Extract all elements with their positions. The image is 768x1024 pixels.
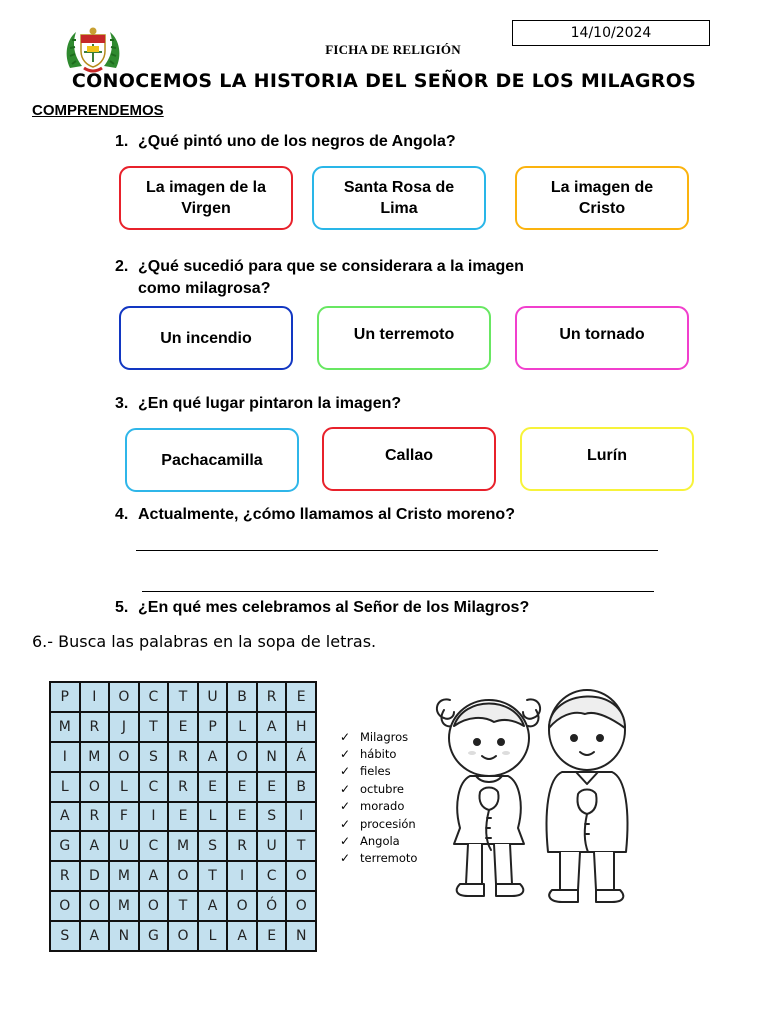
answer-option[interactable] [515, 166, 689, 230]
date-field: 14/10/2024 [512, 20, 710, 46]
section-heading: COMPRENDEMOS [32, 102, 164, 119]
word-list-item [340, 745, 417, 762]
answer-option[interactable] [322, 427, 496, 491]
answer-option[interactable] [317, 306, 491, 370]
word-search-grid [49, 681, 317, 952]
grid-letter-cell[interactable]: C [140, 773, 168, 801]
question-number: 4. [115, 506, 129, 523]
answer-option[interactable] [520, 427, 694, 491]
grid-letter-cell[interactable]: F [110, 803, 138, 831]
question-6: 6.- Busca las palabras en la sopa de letras. [32, 632, 377, 651]
question-3 [115, 393, 401, 415]
question-text: Actualmente, ¿cómo llamamos al Cristo moreno? [138, 506, 515, 523]
question-number: 3. [115, 395, 129, 412]
grid-letter-cell[interactable]: N [258, 743, 286, 771]
grid-letter-cell[interactable]: E [287, 683, 315, 711]
grid-letter-cell[interactable]: B [228, 683, 256, 711]
grid-letter-cell[interactable]: E [199, 773, 227, 801]
grid-letter-cell[interactable]: R [258, 683, 286, 711]
grid-letter-cell[interactable]: U [258, 832, 286, 860]
word-list-item [340, 832, 417, 849]
document-subtitle: FICHA DE RELIGIÓN [325, 42, 461, 57]
answer-option[interactable] [312, 166, 486, 230]
page-title: CONOCEMOS LA HISTORIA DEL SEÑOR DE LOS MILAGROS [71, 70, 697, 92]
grid-letter-cell[interactable]: M [51, 713, 79, 741]
grid-letter-cell[interactable]: C [140, 683, 168, 711]
grid-letter-cell[interactable]: O [81, 892, 109, 920]
grid-letter-cell[interactable]: R [81, 803, 109, 831]
grid-letter-cell[interactable]: J [110, 713, 138, 741]
coat-of-arms-icon [62, 26, 124, 74]
question-text: como milagrosa? [138, 280, 271, 297]
grid-letter-cell[interactable]: O [228, 743, 256, 771]
option-text: Santa Rosa de [343, 179, 455, 196]
question-1 [115, 131, 456, 153]
grid-letter-cell[interactable]: E [258, 922, 286, 950]
grid-letter-cell[interactable]: M [110, 892, 138, 920]
grid-letter-cell[interactable]: G [140, 922, 168, 950]
grid-letter-cell[interactable]: A [258, 713, 286, 741]
word-list-item [340, 763, 417, 780]
word-text: Milagros [360, 729, 409, 744]
word-list-item [340, 728, 417, 745]
grid-letter-cell[interactable]: I [228, 862, 256, 890]
grid-letter-cell[interactable]: T [169, 892, 197, 920]
grid-letter-cell[interactable]: B [287, 773, 315, 801]
grid-letter-cell[interactable]: E [258, 773, 286, 801]
grid-letter-cell[interactable]: Ó [258, 892, 286, 920]
word-text: octubre [360, 781, 405, 796]
grid-letter-cell[interactable]: I [81, 683, 109, 711]
grid-letter-cell[interactable]: M [81, 743, 109, 771]
check-icon: ✓ [340, 799, 351, 814]
check-icon: ✓ [340, 834, 351, 849]
grid-letter-cell[interactable]: O [110, 683, 138, 711]
grid-letter-cell[interactable]: U [110, 832, 138, 860]
question-number: 2. [115, 258, 129, 275]
grid-letter-cell[interactable]: O [81, 773, 109, 801]
grid-letter-cell[interactable]: R [51, 862, 79, 890]
question-text: ¿En qué mes celebramos al Señor de los Milagros? [138, 599, 530, 616]
grid-letter-cell[interactable]: O [228, 892, 256, 920]
grid-letter-cell[interactable]: L [199, 803, 227, 831]
question-4 [115, 504, 515, 526]
grid-letter-cell[interactable]: Á [287, 743, 315, 771]
grid-letter-cell[interactable]: T [169, 683, 197, 711]
grid-letter-cell[interactable]: M [169, 832, 197, 860]
grid-letter-cell[interactable]: T [140, 713, 168, 741]
option-text: Virgen [181, 200, 231, 217]
option-text: Pachacamilla [161, 451, 263, 469]
grid-letter-cell[interactable]: S [140, 743, 168, 771]
grid-letter-cell[interactable]: O [287, 862, 315, 890]
answer-option[interactable] [125, 428, 299, 492]
question-text: ¿En qué lugar pintaron la imagen? [138, 395, 402, 412]
word-text: procesión [360, 816, 416, 831]
check-icon: ✓ [340, 851, 351, 866]
option-text: Un tornado [559, 326, 645, 343]
grid-letter-cell[interactable]: P [51, 683, 79, 711]
grid-letter-cell[interactable]: M [110, 862, 138, 890]
word-text: terremoto [360, 851, 418, 866]
grid-letter-cell[interactable]: S [258, 803, 286, 831]
answer-option[interactable] [119, 166, 293, 230]
option-text: Lima [380, 200, 418, 217]
grid-letter-cell[interactable]: A [199, 743, 227, 771]
grid-letter-cell[interactable]: P [199, 713, 227, 741]
check-icon: ✓ [340, 816, 351, 831]
answer-option[interactable] [515, 306, 689, 370]
grid-letter-cell[interactable]: O [110, 743, 138, 771]
grid-letter-cell[interactable]: E [169, 803, 197, 831]
grid-letter-cell[interactable]: I [287, 803, 315, 831]
grid-letter-cell[interactable]: I [140, 803, 168, 831]
word-list-item [340, 780, 417, 797]
grid-letter-cell[interactable]: T [199, 862, 227, 890]
grid-letter-cell[interactable]: T [287, 832, 315, 860]
question-text: ¿Qué pintó uno de los negros de Angola? [138, 133, 456, 150]
grid-letter-cell[interactable]: I [51, 743, 79, 771]
word-text: hábito [360, 747, 397, 762]
question-2 [115, 256, 524, 300]
grid-letter-cell[interactable]: O [169, 922, 197, 950]
grid-letter-cell[interactable]: L [110, 773, 138, 801]
word-text: fieles [360, 764, 391, 779]
check-icon: ✓ [340, 764, 351, 779]
word-text: morado [360, 799, 405, 814]
grid-letter-cell[interactable]: N [110, 922, 138, 950]
grid-letter-cell[interactable]: S [199, 832, 227, 860]
answer-option[interactable] [119, 306, 293, 370]
grid-letter-cell[interactable]: A [199, 892, 227, 920]
grid-letter-cell[interactable]: U [199, 683, 227, 711]
grid-letter-cell[interactable]: E [228, 773, 256, 801]
word-list-item [340, 798, 417, 815]
grid-letter-cell[interactable]: A [51, 803, 79, 831]
option-text: La imagen de [550, 179, 654, 196]
grid-letter-cell[interactable]: O [140, 892, 168, 920]
grid-letter-cell[interactable]: R [228, 832, 256, 860]
word-text: Angola [360, 834, 400, 849]
word-list-item [340, 815, 417, 832]
grid-letter-cell[interactable]: L [228, 713, 256, 741]
grid-letter-cell[interactable]: E [169, 713, 197, 741]
check-icon: ✓ [340, 781, 351, 796]
grid-letter-cell[interactable]: L [51, 773, 79, 801]
option-text: Un terremoto [353, 326, 455, 343]
grid-letter-cell[interactable]: C [140, 832, 168, 860]
grid-letter-cell[interactable]: A [140, 862, 168, 890]
check-icon: ✓ [340, 729, 351, 744]
grid-letter-cell[interactable]: S [51, 922, 79, 950]
grid-letter-cell[interactable]: E [228, 803, 256, 831]
grid-letter-cell[interactable]: G [51, 832, 79, 860]
word-list [340, 728, 417, 867]
answer-line[interactable] [142, 591, 654, 592]
grid-letter-cell[interactable]: L [199, 922, 227, 950]
option-text: Cristo [578, 200, 626, 217]
option-text: Lurín [587, 447, 627, 464]
option-text: Callao [384, 447, 433, 464]
grid-letter-cell[interactable]: R [169, 773, 197, 801]
option-text: La imagen de la [145, 179, 267, 196]
answer-line[interactable] [136, 550, 658, 551]
grid-letter-cell[interactable]: R [169, 743, 197, 771]
grid-letter-cell[interactable]: D [81, 862, 109, 890]
question-5 [115, 597, 529, 619]
grid-letter-cell[interactable]: N [287, 922, 315, 950]
question-number: 5. [115, 599, 129, 616]
grid-letter-cell[interactable]: A [81, 922, 109, 950]
grid-letter-cell[interactable]: C [258, 862, 286, 890]
option-text: Un incendio [160, 329, 252, 347]
grid-letter-cell[interactable]: H [287, 713, 315, 741]
grid-letter-cell[interactable]: O [51, 892, 79, 920]
question-number: 1. [115, 133, 129, 150]
grid-letter-cell[interactable]: O [287, 892, 315, 920]
grid-letter-cell[interactable]: O [169, 862, 197, 890]
children-praying-illustration [432, 678, 642, 934]
grid-letter-cell[interactable]: A [81, 832, 109, 860]
question-text: ¿Qué sucedió para que se considerara a la imagen [138, 258, 524, 275]
grid-letter-cell[interactable]: A [228, 922, 256, 950]
check-icon: ✓ [340, 747, 351, 762]
word-list-item [340, 850, 417, 867]
grid-letter-cell[interactable]: R [81, 713, 109, 741]
